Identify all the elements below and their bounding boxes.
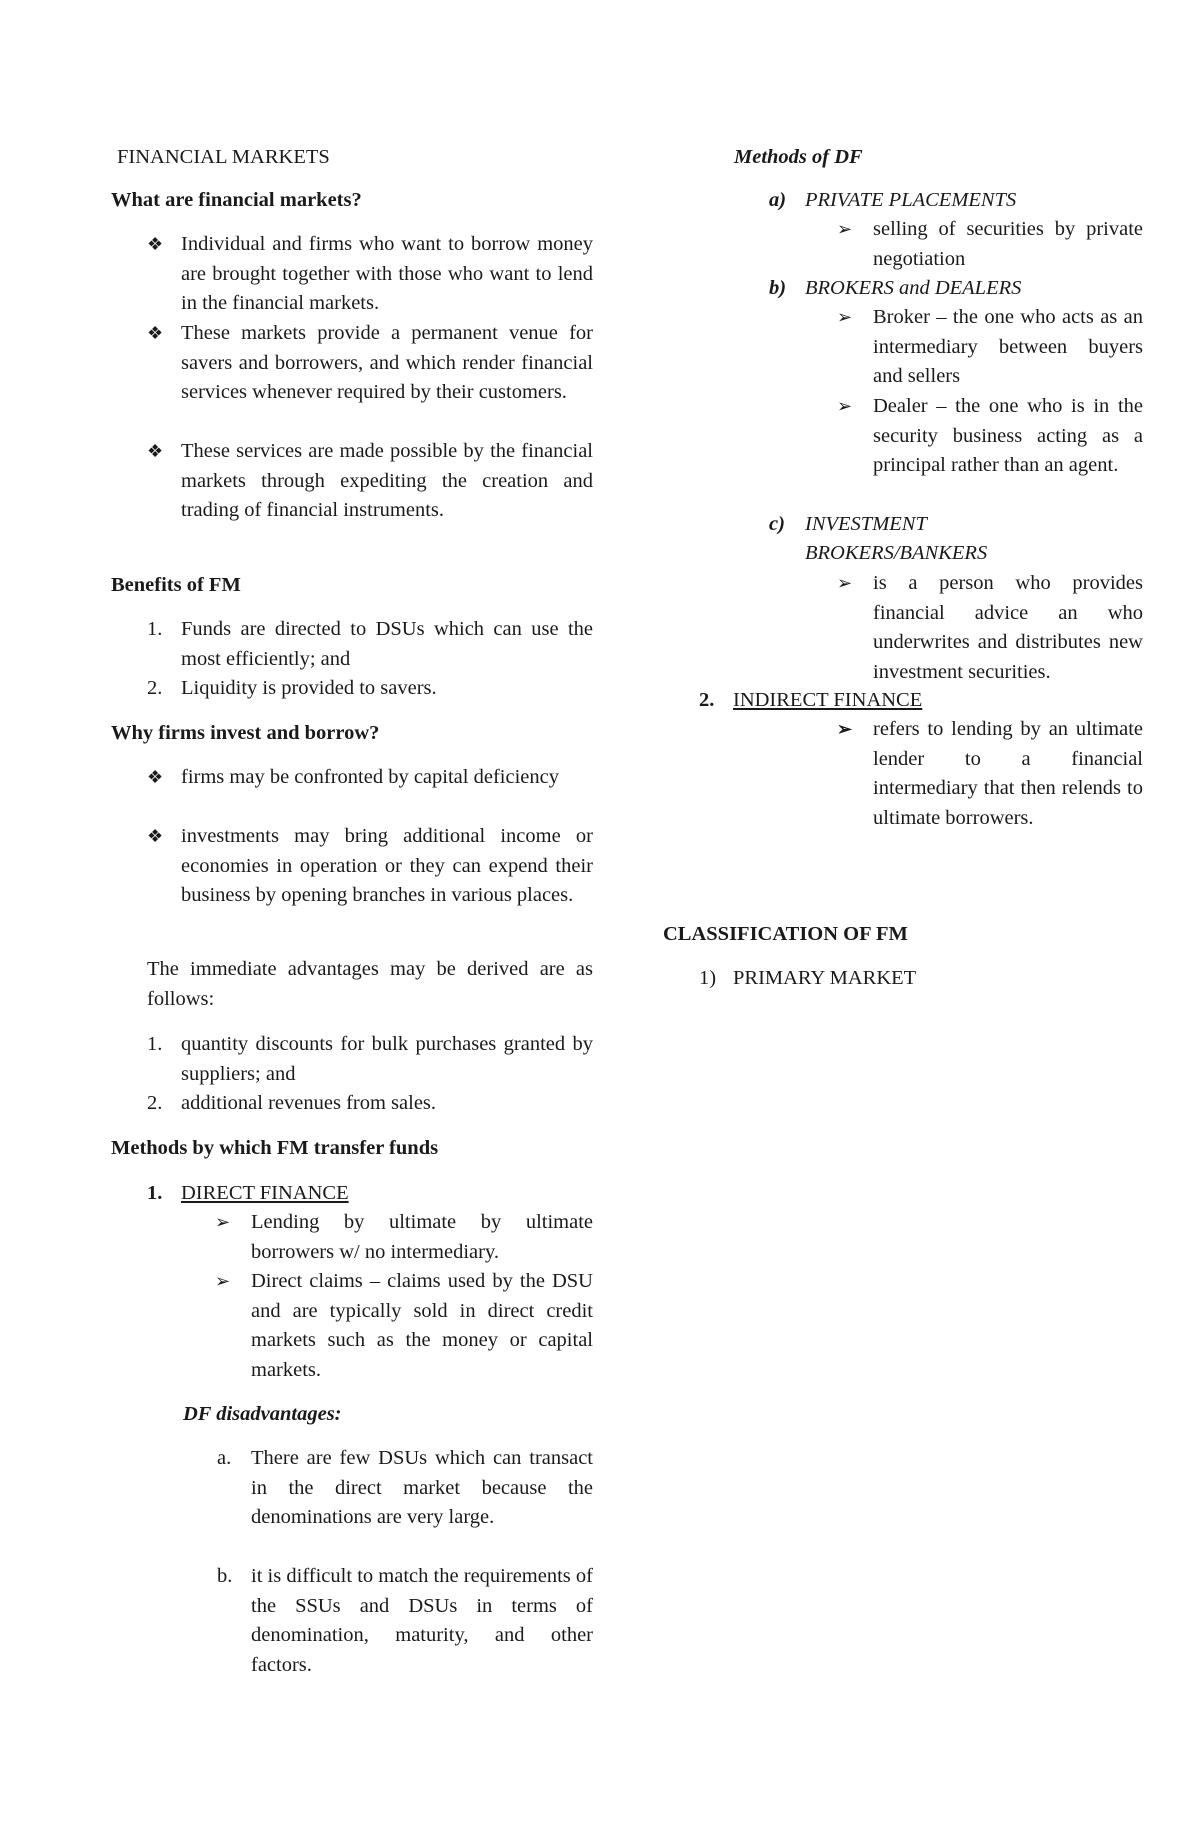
bullet-item: ❖ These services are made possible by the financial markets through expediting the creation and trading of financial instruments.	[149, 437, 593, 526]
diamond-bullet-icon	[147, 230, 163, 260]
diamond-bullet-icon	[147, 437, 163, 467]
heading-classification-of-fm: CLASSIFICATION OF FM	[663, 923, 908, 945]
bullet-item: ❖ investments may bring additional income or economies in operation or they can expend their business by opening branches in various places.	[149, 822, 593, 911]
arrow-item: ➢ Dealer – the one who is in the security business acting as a principal rather than an agent.	[839, 392, 1143, 481]
arrow-bullet-icon	[215, 1267, 230, 1297]
numbered-item: 1) PRIMARY MARKET	[699, 967, 917, 989]
lettered-item: a. There are few DSUs which can transact in the direct market because the denominations are very large.	[217, 1447, 593, 1528]
brokers-dealers-heading: b) BROKERS and DEALERS	[769, 277, 1022, 299]
numbered-item: 2. additional revenues from sales.	[147, 1092, 437, 1114]
df-disadvantages-label: DF disadvantages:	[183, 1403, 342, 1425]
arrow-item: ➢ is a person who provides financial advice an who underwrites and distributes new investment securities.	[839, 569, 1143, 687]
bullet-item: ❖ Individual and firms who want to borrow money are brought together with those who want to lend in the financial markets.	[149, 230, 593, 319]
heading-benefits-of-fm: Benefits of FM	[111, 574, 241, 596]
arrow-bullet-icon	[837, 392, 852, 422]
arrow-item: ➢ Direct claims – claims used by the DSU and are typically sold in direct credit markets such as the money or capital markets.	[217, 1267, 593, 1385]
arrow-bullet-icon	[837, 215, 852, 245]
bullet-item: ❖ firms may be confronted by capital deficiency	[149, 763, 593, 793]
arrow-bullet-icon	[837, 569, 852, 599]
heading-methods-transfer-funds: Methods by which FM transfer funds	[111, 1137, 439, 1159]
arrow-bullet-icon	[215, 1208, 230, 1238]
heading-why-firms-invest: Why firms invest and borrow?	[111, 722, 380, 744]
arrow-item: ➢ selling of securities by private negotiation	[839, 215, 1143, 274]
lettered-item: b. it is difficult to match the requirements of the SSUs and DSUs in terms of denomination, maturity, and other factors.	[217, 1565, 593, 1676]
private-placements-heading: a) PRIVATE PLACEMENTS	[769, 189, 1017, 211]
numbered-item: 2. Liquidity is provided to savers.	[147, 677, 437, 699]
diamond-bullet-icon	[147, 763, 163, 793]
arrow-bullet-icon	[837, 715, 852, 745]
methods-of-df-label: Methods of DF	[734, 146, 863, 168]
direct-finance-heading: 1. DIRECT FINANCE	[147, 1182, 349, 1204]
page-title: FINANCIAL MARKETS	[117, 146, 330, 168]
investment-bankers-heading: c) INVESTMENT BROKERS/BANKERS	[769, 513, 988, 564]
numbered-item: 1. quantity discounts for bulk purchases granted by suppliers; and	[147, 1033, 593, 1085]
diamond-bullet-icon	[147, 319, 163, 349]
arrow-item: ➢ refers to lending by an ultimate lender to a financial intermediary that then relends to ultimate borrowers.	[839, 715, 1143, 833]
numbered-item: 1. Funds are directed to DSUs which can use the most efficiently; and	[147, 618, 593, 670]
advantages-intro: The immediate advantages may be derived are as follows:	[147, 958, 593, 1010]
heading-what-are-financial-markets: What are financial markets?	[111, 189, 362, 211]
arrow-item: ➢ Broker – the one who acts as an intermediary between buyers and sellers	[839, 303, 1143, 392]
arrow-bullet-icon	[837, 303, 852, 333]
arrow-item: ➢ Lending by ultimate by ultimate borrowers w/ no intermediary.	[217, 1208, 593, 1267]
indirect-finance-heading: 2. INDIRECT FINANCE	[699, 689, 923, 711]
diamond-bullet-icon	[147, 822, 163, 852]
bullet-item: ❖ These markets provide a permanent venue for savers and borrowers, and which render financial services whenever required by their customers.	[149, 319, 593, 408]
